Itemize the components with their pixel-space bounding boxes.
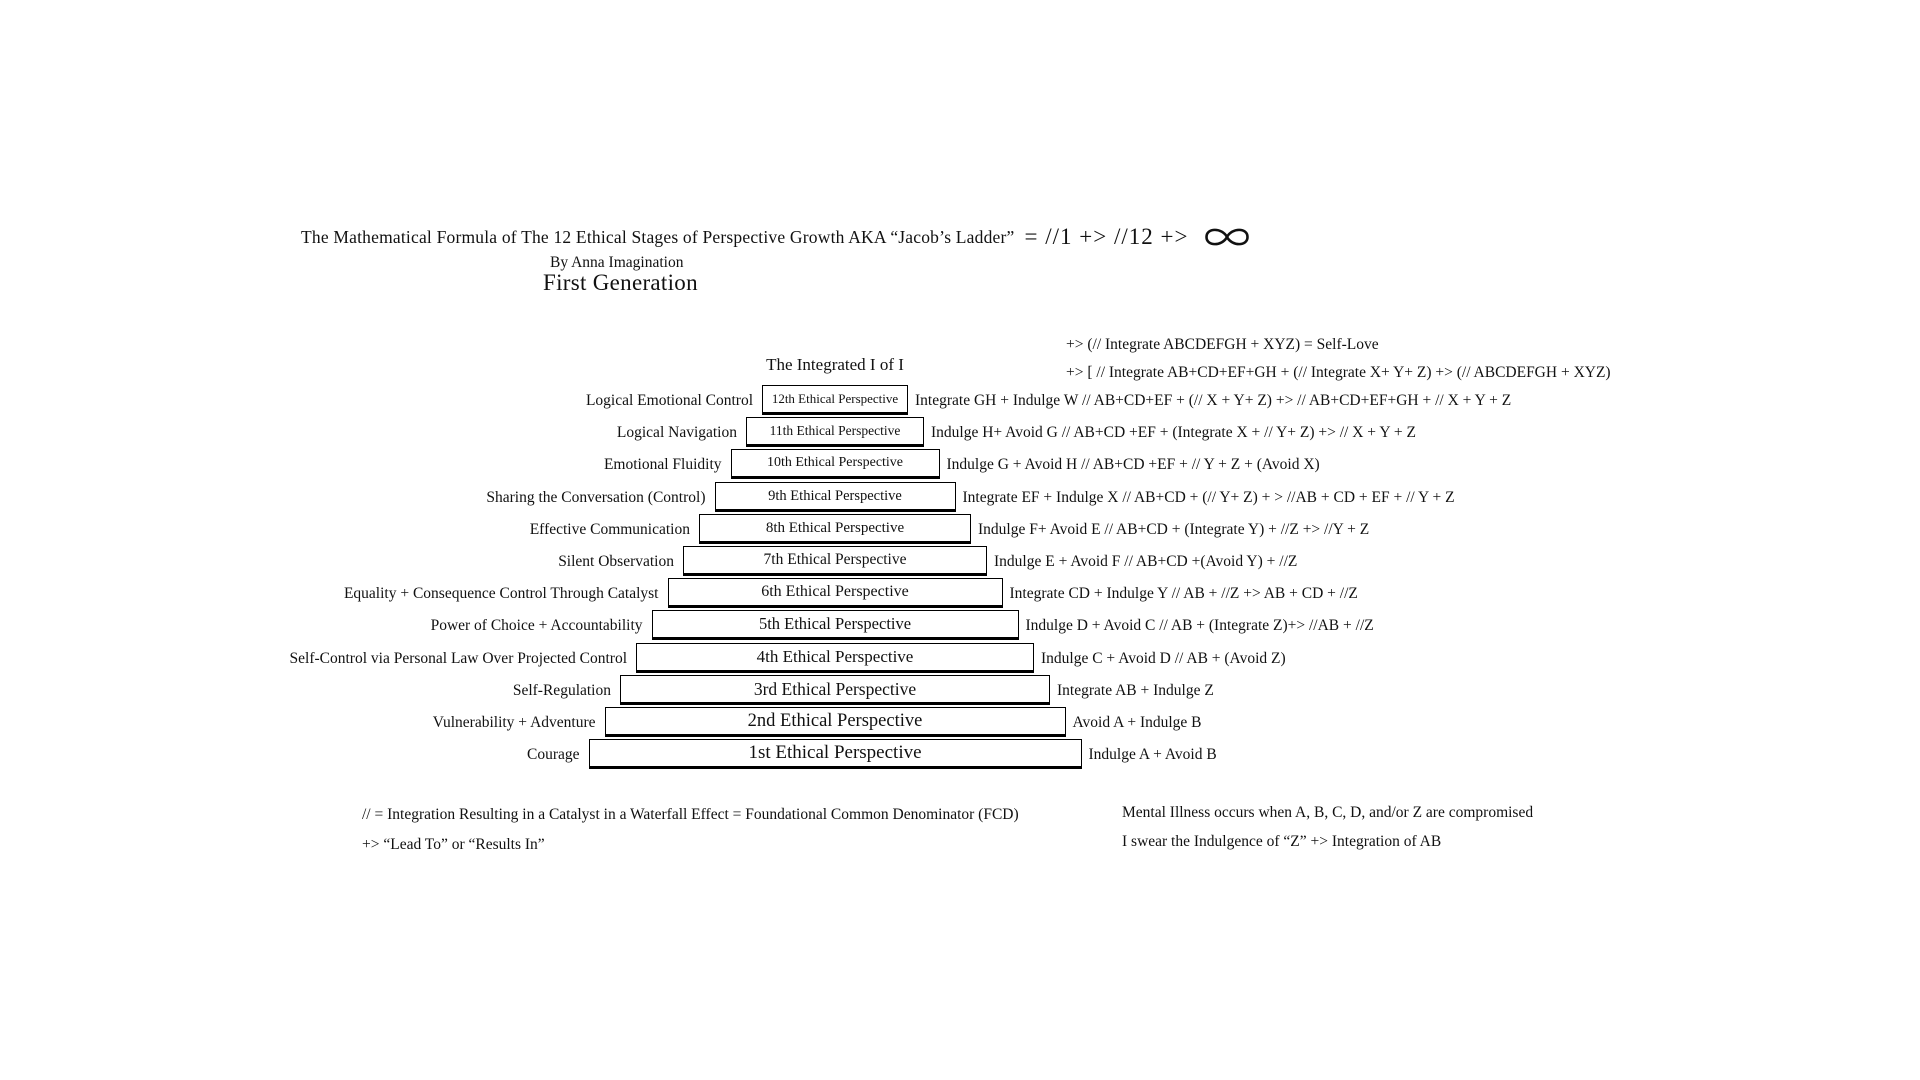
ladder-row-5 <box>0 610 1920 641</box>
row-left-label: Power of Choice + Accountability <box>430 616 643 634</box>
ethical-perspective-box: 6th Ethical Perspective <box>668 578 1003 608</box>
row-formula: Indulge C + Avoid D // AB + (Avoid Z) <box>1041 649 1286 667</box>
title-block <box>301 222 1256 252</box>
ladder-row-10 <box>0 449 1920 480</box>
row-left-label: Sharing the Conversation (Control) <box>486 488 706 506</box>
ethical-perspective-box: 9th Ethical Perspective <box>715 482 956 512</box>
ethical-perspective-box: 11th Ethical Perspective <box>746 417 924 447</box>
ladder-row-4 <box>0 643 1920 674</box>
ethical-perspective-box: 12th Ethical Perspective <box>762 385 908 415</box>
row-left-label: Courage <box>526 745 580 763</box>
ethical-perspective-box: 5th Ethical Perspective <box>652 610 1019 640</box>
legend-integration-definition: // = Integration Resulting in a Catalyst in a Waterfall Effect = Foundational Common Denominator (FCD) <box>362 806 1019 823</box>
ladder-row-2 <box>0 707 1920 738</box>
integrated-i-label: The Integrated I of I <box>766 355 904 374</box>
ladder-row-7 <box>0 546 1920 577</box>
note-mental-illness: Mental Illness occurs when A, B, C, D, and/or Z are compromised <box>1122 804 1534 821</box>
ethical-perspective-box: 8th Ethical Perspective <box>699 514 971 544</box>
row-left-label: Self-Regulation <box>512 681 611 699</box>
ladder-row-12 <box>0 385 1920 416</box>
row-formula: Indulge E + Avoid F // AB+CD +(Avoid Y) + //Z <box>994 552 1298 570</box>
page-title: The Mathematical Formula of The 12 Ethical Stages of Perspective Growth AKA “Jacob’s Ladder” <box>301 226 1015 247</box>
row-formula: Indulge D + Avoid C // AB + (Integrate Z)+> //AB + //Z <box>1025 616 1374 634</box>
row-left-label: Equality + Consequence Control Through Catalyst <box>343 584 659 602</box>
row-left-label: Logical Emotional Control <box>585 391 753 409</box>
row-left-label: Vulnerability + Adventure <box>432 713 596 731</box>
ladder-row-3 <box>0 675 1920 706</box>
row-formula: Indulge G + Avoid H // AB+CD +EF + // Y + Z + (Avoid X) <box>946 455 1320 473</box>
ethical-perspective-box: 3rd Ethical Perspective <box>620 675 1050 705</box>
infinity-icon <box>1198 222 1256 252</box>
ethical-perspective-box: 10th Ethical Perspective <box>731 449 940 479</box>
row-formula: Integrate AB + Indulge Z <box>1057 681 1214 699</box>
note-indulgence-z: I swear the Indulgence of “Z” +> Integration of AB <box>1122 833 1442 850</box>
byline: By Anna Imagination <box>550 254 684 271</box>
ethical-perspective-box: 4th Ethical Perspective <box>636 643 1034 673</box>
ladder-row-8 <box>0 514 1920 545</box>
row-formula: Indulge H+ Avoid G // AB+CD +EF + (Integrate X + // Y+ Z) +> // X + Y + Z <box>931 423 1416 441</box>
row-formula: Indulge A + Avoid B <box>1088 745 1217 763</box>
legend-leadto-definition: +> “Lead To” or “Results In” <box>362 836 545 853</box>
ethical-perspective-box: 1st Ethical Perspective <box>589 739 1082 769</box>
row-formula: Avoid A + Indulge B <box>1072 713 1202 731</box>
ladder-row-9 <box>0 482 1920 513</box>
row-formula: Integrate CD + Indulge Y // AB + //Z +> AB + CD + //Z <box>1009 584 1358 602</box>
integration-master-formula: +> [ // Integrate AB+CD+EF+GH + (// Integrate X+ Y+ Z) +> (// ABCDEFGH + XYZ) <box>1066 364 1611 381</box>
title-formula: = //1 +> //12 +> <box>1024 224 1189 249</box>
ladder-row-11 <box>0 417 1920 448</box>
row-left-label: Effective Communication <box>529 520 690 538</box>
generation-heading: First Generation <box>543 270 698 295</box>
self-love-formula: +> (// Integrate ABCDEFGH + XYZ) = Self-Love <box>1066 336 1379 353</box>
row-formula: Integrate EF + Indulge X // AB+CD + (// Y+ Z) + > //AB + CD + EF + // Y + Z <box>962 488 1455 506</box>
ethical-perspective-box: 2nd Ethical Perspective <box>605 707 1066 737</box>
row-formula: Integrate GH + Indulge W // AB+CD+EF + (// X + Y+ Z) +> // AB+CD+EF+GH + // X + Y + Z <box>915 391 1512 409</box>
ladder-row-1 <box>0 739 1920 770</box>
row-left-label: Logical Navigation <box>616 423 737 441</box>
row-formula: Indulge F+ Avoid E // AB+CD + (Integrate Y) + //Z +> //Y + Z <box>978 520 1370 538</box>
row-left-label: Silent Observation <box>558 552 674 570</box>
ethical-perspective-box: 7th Ethical Perspective <box>683 546 987 576</box>
row-left-label: Emotional Fluidity <box>603 455 722 473</box>
ladder-row-6 <box>0 578 1920 609</box>
row-left-label: Self-Control via Personal Law Over Projected Control <box>289 649 627 667</box>
